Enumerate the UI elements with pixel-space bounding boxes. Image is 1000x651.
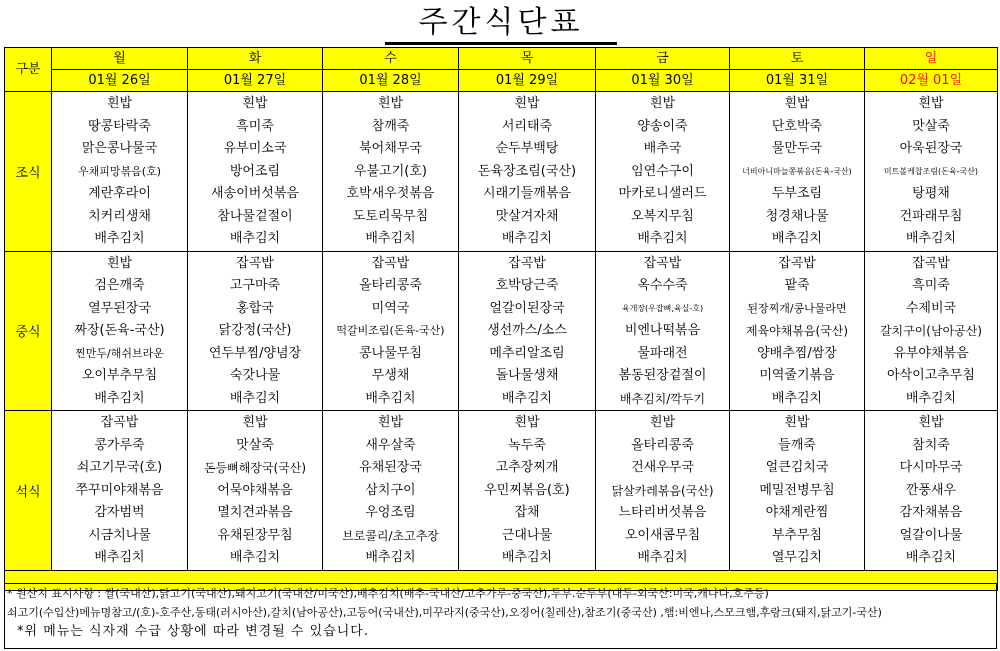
menu-item: 치커리생채 — [88, 208, 151, 224]
menu-item: 배추김치 — [365, 231, 416, 246]
breakfast-sat-cell — [730, 92, 865, 252]
menu-item: 유채된장국 — [359, 460, 422, 475]
menu-item: 양송이죽 — [637, 118, 688, 134]
menu-item: 오이부추무침 — [81, 368, 158, 383]
menu-item: 검은깨죽 — [94, 278, 145, 293]
change-notice: *위 메뉴는 식자재 수급 상황에 따라 변경될 수 있습니다. — [17, 624, 369, 639]
day-header-sat: 토 — [730, 48, 865, 70]
date-header-row — [5, 70, 998, 92]
menu-item: 육개장(우잡뼈,육실-호) — [621, 303, 704, 313]
menu-item: 브로콜리/초고추장 — [342, 528, 439, 543]
menu-item: 열무된장국 — [88, 300, 151, 316]
menu-item: 짜장(돈육-국산) — [74, 323, 165, 338]
menu-item: 시금치나물 — [88, 527, 151, 543]
menu-item: 팥죽 — [784, 278, 810, 293]
menu-item: 흰밥 — [377, 415, 404, 430]
menu-item: 아욱된장국 — [899, 141, 963, 156]
menu-item: 배추국 — [643, 141, 682, 156]
page-title: 주간식단표 — [385, 4, 617, 45]
menu-item: 배추김치 — [94, 550, 145, 565]
menu-item: 닭강정(국산) — [218, 323, 292, 338]
menu-item: 잡곡밥 — [778, 255, 816, 271]
menu-item: 녹두죽 — [508, 437, 546, 453]
menu-item: 홍합국 — [236, 300, 274, 316]
menu-item: 유부미소국 — [223, 141, 287, 156]
menu-item: 배추김치 — [365, 550, 416, 565]
menu-item: 수제비국 — [905, 300, 957, 316]
menu-item: 잡곡밥 — [371, 255, 410, 271]
menu-item: 쇠고기무국(호) — [76, 460, 163, 475]
lunch-row — [5, 251, 998, 411]
menu-item: 어묵야채볶음 — [217, 482, 293, 498]
menu-item: 봄동된장겉절이 — [618, 368, 707, 383]
menu-item: 흰밥 — [649, 415, 676, 430]
origin-note-1: * 원산지 표시사항 : 쌀(국내산),닭고기(국내산),돼지고기(국내산/미국산),배추김치(배추-국내산/고추가루-중국산),두부.순두부(대두-외국산:미국,캐나다,호주등) — [7, 587, 769, 600]
menu-item: 배추김치 — [771, 390, 823, 406]
menu-item: 닭살카레볶음(국산) — [611, 483, 714, 498]
menu-item: 흰밥 — [918, 415, 944, 430]
menu-item: 배추김치 — [905, 231, 957, 246]
date-header: 01월 31일 — [730, 70, 865, 92]
menu-item: 얼큰김치국 — [765, 460, 829, 475]
menu-item: 잡채 — [514, 505, 540, 520]
menu-item: 돈육장조림(국산) — [477, 163, 577, 179]
menu-item: 방어조림 — [229, 163, 281, 179]
menu-item: 콩가루죽 — [94, 437, 145, 453]
menu-item: 단호박죽 — [771, 118, 823, 134]
menu-item: 맑은콩나물국 — [81, 141, 158, 156]
dinner-wed-cell — [323, 411, 459, 571]
menu-item: 순두부백탕 — [495, 141, 559, 156]
lunch-fri-cell — [596, 251, 730, 411]
menu-item: 새송이버섯볶음 — [211, 186, 299, 201]
menu-item: 참나물겉절이 — [217, 208, 293, 224]
menu-item: 생선까스/소스 — [487, 323, 567, 338]
menu-item: 청경채나물 — [765, 208, 829, 224]
day-header-tue: 화 — [188, 48, 323, 70]
menu-item: 흰밥 — [377, 96, 404, 111]
lunch-thu-cell — [459, 251, 596, 411]
day-header-fri: 금 — [596, 48, 730, 70]
meal-label-lunch: 중식 — [5, 251, 52, 411]
menu-item: 얼갈이나물 — [899, 527, 963, 543]
menu-item: 깐풍새우 — [905, 482, 957, 498]
menu-item: 물만두국 — [771, 141, 823, 156]
dinner-row — [5, 411, 998, 571]
menu-item: 배추김치 — [229, 390, 281, 406]
menu-item: 열무김치 — [771, 550, 823, 565]
day-header-thu: 목 — [459, 48, 596, 70]
menu-item: 새우살죽 — [365, 437, 416, 453]
lunch-sun-cell — [865, 251, 998, 411]
menu-item: 배추김치 — [637, 550, 688, 565]
menu-item: 배추김치 — [905, 390, 957, 406]
menu-item: 배추김치 — [94, 231, 145, 246]
menu-item: 무생채 — [371, 368, 410, 383]
menu-item: 느타리버섯볶음 — [618, 505, 707, 520]
menu-item: 땅콩타락죽 — [88, 118, 151, 134]
lunch-sat-cell — [730, 251, 865, 411]
menu-item: 쭈꾸미야채볶음 — [75, 482, 164, 498]
dinner-thu-cell — [459, 411, 596, 571]
menu-item: 유채된장무침 — [217, 527, 293, 543]
menu-item: 참깨죽 — [371, 118, 410, 134]
day-header-sun: 일 — [865, 48, 998, 70]
origin-notes — [4, 583, 997, 649]
menu-item: 흰밥 — [784, 415, 810, 430]
menu-item: 잡곡밥 — [912, 255, 950, 271]
meal-label-breakfast: 조식 — [5, 92, 52, 252]
menu-item: 탕평채 — [912, 186, 950, 201]
menu-item: 감자범벅 — [94, 505, 145, 520]
menu-item: 메추리알조림 — [489, 345, 565, 361]
dinner-sat-cell — [730, 411, 865, 571]
menu-item: 들깨죽 — [778, 437, 816, 453]
menu-item: 맛살죽 — [236, 437, 274, 453]
menu-item: 유부야채볶음 — [893, 345, 969, 361]
menu-item: 얼갈이된장국 — [489, 300, 565, 316]
menu-item: 배추김치 — [501, 231, 553, 246]
menu-item: 우민찌볶음(호) — [484, 482, 570, 498]
menu-item: 비엔나떡볶음 — [624, 323, 701, 338]
menu-item: 옥수수죽 — [637, 278, 688, 293]
menu-item: 아삭이고추무침 — [887, 368, 975, 383]
menu-item: 배추김치 — [905, 550, 957, 565]
menu-item: 올타리콩죽 — [359, 278, 422, 293]
day-header-row — [5, 48, 998, 70]
menu-item: 우엉조림 — [365, 505, 416, 520]
menu-item: 양배추찜/쌈장 — [757, 345, 837, 361]
day-header-mon: 월 — [52, 48, 188, 70]
menu-item: 우채피망볶음(호) — [78, 164, 161, 178]
menu-item: 멸치견과볶음 — [217, 505, 293, 520]
breakfast-mon-cell — [52, 92, 188, 252]
menu-item: 오이새콤무침 — [624, 527, 701, 543]
dinner-mon-cell — [52, 411, 188, 571]
dinner-tue-cell — [188, 411, 323, 571]
menu-item: 호박당근죽 — [495, 278, 559, 293]
menu-item: 배추김치 — [771, 231, 823, 246]
menu-item: 흰밥 — [242, 415, 268, 430]
menu-item: 배추김치 — [637, 231, 688, 246]
breakfast-wed-cell — [323, 92, 459, 252]
menu-item: 미역줄기볶음 — [759, 368, 835, 383]
menu-item: 호박새우젓볶음 — [346, 186, 435, 201]
menu-item: 북어채무국 — [359, 141, 422, 156]
menu-item: 너비아니마늘쫑볶음(돈육-국산) — [742, 166, 852, 176]
category-header: 구분 — [5, 48, 52, 92]
menu-item: 배추김치 — [94, 390, 145, 406]
menu-item: 물파래전 — [637, 345, 688, 361]
menu-item: 흰밥 — [514, 96, 540, 111]
menu-item: 숙갓나물 — [229, 368, 281, 383]
menu-item: 오복지무침 — [631, 208, 694, 224]
menu-item: 계란후라이 — [88, 186, 151, 201]
menu-item: 흰밥 — [649, 96, 676, 111]
menu-item: 감자채볶음 — [899, 505, 963, 520]
lunch-mon-cell — [52, 251, 188, 411]
breakfast-sun-cell — [865, 92, 998, 252]
menu-item: 흰밥 — [514, 415, 540, 430]
menu-item: 두부조림 — [771, 186, 823, 201]
menu-item: 배추김치 — [501, 390, 553, 406]
menu-item: 맛살겨자채 — [495, 208, 559, 224]
menu-item: 맛살죽 — [912, 118, 950, 134]
menu-item: 배추김치/깍두기 — [619, 391, 706, 406]
menu-item: 잡곡밥 — [508, 255, 546, 271]
menu-item: 고구마죽 — [229, 278, 281, 293]
menu-item: 흑미죽 — [912, 278, 950, 293]
lunch-tue-cell — [188, 251, 323, 411]
menu-item: 마카로니샐러드 — [618, 186, 707, 201]
menu-item: 흑미죽 — [236, 118, 274, 134]
menu-item: 삼치구이 — [365, 482, 416, 498]
menu-item: 잡곡밥 — [100, 415, 139, 430]
meal-label-dinner: 석식 — [5, 411, 52, 571]
menu-item: 올타리콩죽 — [631, 437, 694, 453]
date-header: 01월 28일 — [323, 70, 459, 92]
breakfast-tue-cell — [188, 92, 323, 252]
menu-item: 갈치구이(남아공산) — [879, 324, 983, 338]
weekly-menu-table — [4, 47, 998, 591]
origin-note-2: 쇠고기(수입산)메뉴명참고/(호)-호주산,동태(러시아산),갈치(남아공산),고등어(국내산),미꾸라지(중국산),오징어(칠레산),참조기(중국산) ,햄:비엔나,스모크햄,후랑크(돼지,닭고기-국산) — [7, 606, 882, 619]
menu-item: 참치죽 — [912, 437, 950, 453]
menu-item: 임연수구이 — [631, 163, 694, 179]
dinner-sun-cell — [865, 411, 998, 571]
menu-item: 배추김치 — [365, 390, 416, 406]
menu-item: 근대나물 — [501, 527, 553, 543]
menu-item: 흰밥 — [784, 96, 810, 111]
date-header: 01월 27일 — [188, 70, 323, 92]
date-header: 01월 29일 — [459, 70, 596, 92]
menu-item: 시래기들깨볶음 — [483, 186, 571, 201]
date-header: 01월 26일 — [52, 70, 188, 92]
menu-item: 메밀전병무침 — [759, 482, 835, 498]
menu-item: 흰밥 — [242, 96, 268, 111]
menu-item: 흰밥 — [106, 96, 133, 111]
menu-item: 다시마무국 — [899, 460, 963, 475]
lunch-wed-cell — [323, 251, 459, 411]
menu-item: 미트볼케찹조림(돈육-국산) — [883, 166, 979, 176]
menu-item: 우불고기(호) — [354, 163, 427, 179]
menu-item: 부추무침 — [771, 527, 823, 543]
menu-item: 흰밥 — [106, 255, 133, 271]
menu-item: 흰밥 — [918, 96, 944, 111]
breakfast-row — [5, 92, 998, 252]
menu-item: 건새우무국 — [631, 460, 694, 475]
breakfast-fri-cell — [596, 92, 730, 252]
menu-item: 제육야채볶음(국산) — [745, 324, 849, 338]
menu-item: 잡곡밥 — [643, 255, 682, 271]
menu-item: 배추김치 — [229, 231, 281, 246]
title-area — [0, 0, 1000, 46]
menu-item: 미역국 — [371, 300, 410, 316]
menu-item: 배추김치 — [229, 550, 281, 565]
date-header: 02월 01일 — [865, 70, 998, 92]
breakfast-thu-cell — [459, 92, 596, 252]
menu-item: 건파래무침 — [899, 208, 963, 224]
dinner-fri-cell — [596, 411, 730, 571]
menu-item: 고추장찌개 — [495, 460, 559, 475]
menu-item: 돌나물생채 — [495, 368, 559, 383]
menu-item: 연두부찜/양념장 — [208, 345, 302, 361]
day-header-wed: 수 — [323, 48, 459, 70]
menu-item: 콩나물무침 — [359, 345, 422, 361]
menu-item: 찐만두/해쉬브라운 — [75, 346, 164, 360]
menu-item: 된장찌개/콩나물라면 — [747, 301, 847, 315]
menu-item: 떡갈비조림(돈육-국산) — [336, 324, 445, 337]
date-header: 01월 30일 — [596, 70, 730, 92]
menu-item: 돈등뼈해장국(국산) — [203, 461, 307, 475]
menu-item: 도토리묵무침 — [352, 208, 429, 224]
menu-item: 야채계란찜 — [765, 505, 829, 520]
menu-item: 배추김치 — [501, 550, 553, 565]
menu-item: 서리태죽 — [501, 118, 553, 134]
menu-item: 잡곡밥 — [236, 255, 274, 271]
